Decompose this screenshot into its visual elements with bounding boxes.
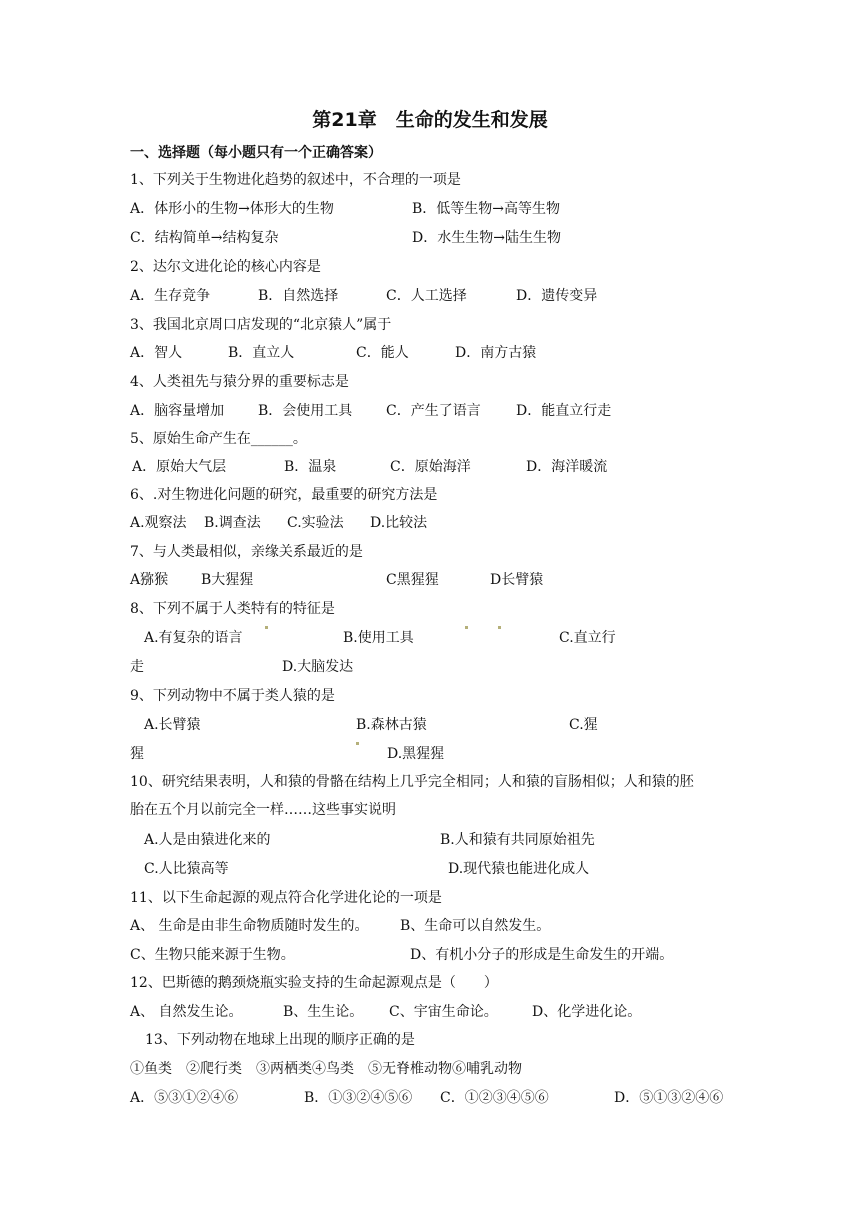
option-d: D、化学进化论。 — [532, 1004, 642, 1020]
question-4-options — [130, 399, 740, 423]
question-2-options — [130, 284, 740, 308]
question-5-options — [130, 455, 740, 479]
option-a: A．原始大气层 — [132, 459, 227, 475]
option-b: B、生生论。 — [283, 1004, 364, 1020]
page-title: 第21章 生命的发生和发展 — [312, 109, 548, 131]
option-a: A、 自然发生论。 — [130, 1004, 243, 1020]
option-c: C．产生了语言 — [386, 403, 481, 419]
option-c: C.实验法 — [287, 515, 344, 531]
option-a: A．脑容量增加 — [130, 403, 225, 419]
option-c: C．结构简单→结构复杂 — [130, 230, 279, 246]
question-1-options-row-2 — [130, 226, 740, 250]
option-c: C.直立行 — [559, 630, 616, 646]
question-12-options — [130, 1000, 740, 1024]
option-a: A、 生命是由非生命物质随时发生的。 — [130, 918, 369, 934]
option-c: C．人工选择 — [386, 288, 467, 304]
question-5-stem: 5、原始生命产生在______。 — [130, 431, 307, 447]
question-12-stem: 12、巴斯德的鹅颈烧瓶实验支持的生命起源观点是（ ） — [130, 975, 498, 991]
section-heading: 一、选择题（每小题只有一个正确答案） — [130, 145, 382, 161]
question-8-options-row-1 — [130, 626, 740, 650]
option-b: B．①③②④⑤⑥ — [304, 1090, 413, 1106]
dot-mark — [356, 742, 359, 745]
option-b: B．温泉 — [284, 459, 337, 475]
option-d: D.大脑发达 — [282, 659, 354, 675]
question-8-stem: 8、下列不属于人类特有的特征是 — [130, 601, 335, 617]
question-7-stem: 7、与人类最相似，亲缘关系最近的是 — [130, 544, 363, 560]
dot-mark — [265, 626, 268, 629]
option-c: C黑猩猩 — [386, 572, 439, 588]
option-b: B．会使用工具 — [258, 403, 353, 419]
option-d: D．能直立行走 — [516, 403, 612, 419]
question-4-stem: 4、人类祖先与猿分界的重要标志是 — [130, 374, 349, 390]
option-d: D、有机小分子的形成是生命发生的开端。 — [410, 947, 674, 963]
option-d: D．海洋暖流 — [526, 459, 608, 475]
option-b: B.森林古猿 — [356, 717, 427, 733]
option-b: B.调查法 — [204, 515, 261, 531]
question-6-stem: 6、.对生物进化问题的研究，最重要的研究方法是 — [130, 487, 438, 503]
question-11-options-row-1 — [130, 914, 740, 938]
option-b: B．自然选择 — [258, 288, 339, 304]
question-11-stem: 11、以下生命起源的观点符合化学进化论的一项是 — [130, 890, 442, 906]
option-c: C．①②③④⑤⑥ — [440, 1090, 549, 1106]
option-a: A．⑤③①②④⑥ — [130, 1090, 239, 1106]
question-8-options-row-2 — [130, 655, 740, 679]
question-9-options-row-1 — [130, 713, 740, 737]
option-c: C、生物只能来源于生物。 — [130, 947, 295, 963]
option-c-continued: 猩 — [130, 746, 144, 762]
option-a: A．体形小的生物→体形大的生物 — [130, 201, 334, 217]
question-6-options — [130, 511, 740, 535]
option-c: C．原始海洋 — [390, 459, 471, 475]
option-c: C.人比猿高等 — [144, 861, 229, 877]
option-a: A.长臂猿 — [144, 717, 201, 733]
option-d: D．⑤①③②④⑥ — [614, 1090, 724, 1106]
question-7-options — [130, 568, 740, 592]
option-d: D．南方古猿 — [455, 345, 537, 361]
option-b: B.人和猿有共同原始祖先 — [440, 832, 595, 848]
option-a: A．生存竞争 — [130, 288, 211, 304]
option-a: A.人是由猿进化来的 — [144, 832, 271, 848]
question-9-options-row-2 — [130, 742, 740, 766]
option-b: B.使用工具 — [343, 630, 414, 646]
question-11-options-row-2 — [130, 943, 740, 967]
option-a: A.观察法 — [130, 515, 187, 531]
option-c-continued: 走 — [130, 659, 144, 675]
option-b: B大猩猩 — [201, 572, 254, 588]
question-2-stem: 2、达尔文进化论的核心内容是 — [130, 259, 321, 275]
dot-mark — [498, 626, 501, 629]
question-9-stem: 9、下列动物中不属于类人猿的是 — [130, 688, 335, 704]
question-13-options — [130, 1086, 740, 1110]
question-1-options-row-1 — [130, 197, 740, 221]
question-3-options — [130, 341, 740, 365]
question-3-stem: 3、我国北京周口店发现的“北京猿人”属于 — [130, 317, 392, 333]
option-d: D.黑猩猩 — [387, 746, 445, 762]
option-b: B．低等生物→高等生物 — [412, 201, 561, 217]
question-10-stem: 10、研究结果表明，人和猿的骨骼在结构上几乎完全相同；人和猿的盲肠相似；人和猿的胚 — [130, 774, 694, 790]
question-10-stem-continued: 胎在五个月以前完全一样……这些事实说明 — [130, 802, 396, 818]
question-1-stem: 1、下列关于生物进化趋势的叙述中，不合理的一项是 — [130, 172, 461, 188]
option-c: C、宇宙生命论。 — [389, 1004, 498, 1020]
option-d: D长臂猿 — [490, 572, 544, 588]
question-10-options-row-2 — [130, 857, 740, 881]
option-b: B．直立人 — [228, 345, 295, 361]
option-a: A.有复杂的语言 — [144, 630, 243, 646]
option-d: D.比较法 — [370, 515, 428, 531]
question-10-options-row-1 — [130, 828, 740, 852]
question-13-items: ①鱼类 ②爬行类 ③两栖类④鸟类 ⑤无脊椎动物⑥哺乳动物 — [130, 1061, 522, 1077]
option-c: C.猩 — [569, 717, 598, 733]
option-a: A猕猴 — [130, 572, 169, 588]
option-b: B、生命可以自然发生。 — [400, 918, 551, 934]
option-d: D.现代猿也能进化成人 — [448, 861, 590, 877]
option-d: D．水生生物→陆生生物 — [412, 230, 561, 246]
option-d: D．遗传变异 — [516, 288, 598, 304]
option-c: C．能人 — [356, 345, 409, 361]
dot-mark — [465, 626, 468, 629]
question-13-stem: 13、下列动物在地球上出现的顺序正确的是 — [145, 1032, 415, 1048]
option-a: A．智人 — [130, 345, 183, 361]
